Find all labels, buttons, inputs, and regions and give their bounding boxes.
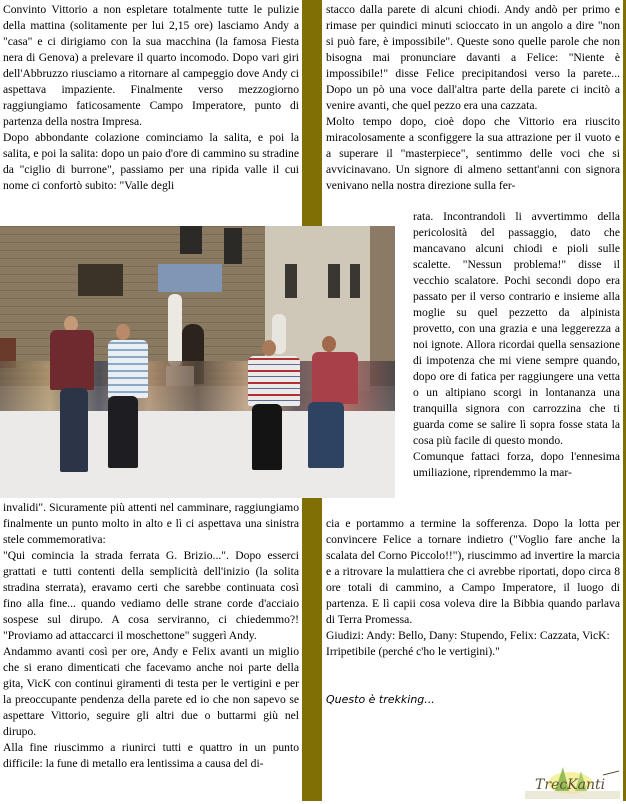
window (285, 264, 297, 298)
person-striped-sweater-red (248, 356, 300, 406)
person-jeans (60, 388, 88, 472)
plaque (78, 264, 123, 296)
paragraph: "Qui comincia la strada ferrata G. Brizio...". Dopo esserci grattati e tutti contenti della semplicità dell'inizio (la solita stradina sterrata), eravamo certi che sarebbe continuata così fino alla fine... quando vediamo delle strane corde d'acciaio sospese sul dirupo. A cosa serviranno, ci chiedemmo?! "Proviamo ad attaccarci il moschettone" suggerì Andy. (3, 549, 299, 642)
crest (158, 264, 222, 292)
person-jeans (308, 402, 344, 468)
paragraph: stacco dalla parete di alcuni chiodi. Andy andò per primo e rimase per quindici minuti scioccato in un angolo a dire "non si può fare, è impossibile". Queste sono quelle parole che non bisogna mai pronunciare davanti a Felice: "Niente è impossibile!" disse Felice precipitandosi verso la parete... Dopo un pò una voce dall'altra parte della parete ci incitò a venire avanti, che quel pezzo era una cazzata. (326, 3, 620, 112)
person-black-pants (252, 404, 282, 470)
paragraph: Alla fine riuscimmo a riunirci tutti e quattro in un punto difficile: la fune di metallo era lentissima a causa del di- (3, 741, 299, 770)
paragraph: Dopo abbondante colazione cominciamo la salita, e poi la salita, e poi la salita: dopo un paio d'ore di cammino su stradine da "ciglio di burrone", passiamo per una ripida valle il cui nome ci confortò subito: "Valle degli (3, 131, 299, 192)
group-photo (0, 226, 395, 498)
paragraph: cia e portammo a termine la sofferenza. Dopo la lotta per convincere Felice a tornare indietro ("Voglio fare anche la scalata del Corno Piccolo!!"), riuscimmo ad invertire la marcia e a ritrovare la mulattiera che ci avrebbe riportati, dopo circa 8 ore totali di cammino, a Campo Imperatore, il luogo di partenza. E lì capii cosa voleva dire la Bibbia quando parlava di Terra Promessa. (326, 517, 620, 626)
right-column-top (326, 2, 620, 194)
paragraph: Molto tempo dopo, cioè dopo che Vittorio era riuscito miracolosamente a sconfiggere la sua attrazione per il vuoto e a superare il "masterpiece", sentimmo delle voci che si avvicinavano. Un signore di almeno settant'anni con signora venivano nella nostra direzione sulla fer- (326, 115, 620, 192)
person-head (116, 324, 130, 340)
person-head (262, 340, 276, 356)
person-head (322, 336, 336, 352)
treckanti-logo (525, 757, 620, 799)
paragraph: Comunque fattaci forza, dopo l'ennesima umiliazione, riprendemmo la mar- (413, 450, 620, 479)
window (350, 264, 360, 298)
left-column-top (3, 2, 299, 194)
window (224, 228, 242, 264)
right-column-wrap (413, 209, 620, 481)
right-column-bottom (326, 516, 620, 708)
person-maroon-shirt (50, 330, 94, 390)
paragraph: invalidi". Sicuramente più attenti nel camminare, raggiungiamo finalmente un punto molto in alto e lì ci aspettava una sinistra stele commemorativa: (3, 501, 299, 546)
spacer (326, 660, 620, 692)
paragraph: Convinto Vittorio a non espletare totalmente tutte le pulizie della mattina (solitamente per lui 2,15 ore) lasciamo Andy a "casa" e ci dirigiamo con la sua macchina (la famosa Fiesta nera di Genova) a prelevare il quarto incomodo. Dopo vari giri dell'Abbruzzo riusciamo a ritornare al campeggio dove Andy ci aspettava impaziente. Finalmente verso mezzogiorno raggiungiamo faticosamente Campo Imperatore, punto di partenza della nostra Impresa. (3, 3, 299, 128)
logo-icon (525, 757, 620, 799)
closing-note: Questo è trekking... (326, 693, 435, 706)
paragraph: Andammo avanti così per ore, Andy e Felix avanti un miglio che si erano dimenticati che facevamo anche noi parte della gita, VicK con continui giramenti di testa per le vertigini e per la preoccupante pendenza della parete ed io che non sapevo se aspettare Vittorio, seguire gli altri due o buttarmi giù nel dirupo. (3, 645, 299, 738)
svg-text:TrecKanti: TrecKanti (535, 777, 606, 793)
person-dark-pants (108, 396, 138, 468)
paragraph: rata. Incontrandoli li avvertimmo della pericolosità del passaggio, dato che mancavano alcuni chiodi e pioli sulle scalette. "Nessun problema!" disse il vecchio scalatore. Pochi secondi dopo era passato per il verso contrario e insieme alla moglie su quel pezzetto da alpinista provetto, con una grazia e una leggerezza a noi ignote. Allora ricordai quella sensazione di impotenza che mi viene sempre quando, dopo ore di fatica per raggiungere una vetta o un altipiano scorgi in lontananza una tranquilla signora con carrozzina che ti guarda come se salire lì sopra fosse stata la cosa più facile di questo mondo. (413, 210, 620, 447)
person-red-shirt (312, 352, 358, 404)
person-striped-sweater (108, 340, 148, 398)
left-column-bottom (3, 500, 299, 772)
window (180, 226, 202, 254)
verdicts: Giudizi: Andy: Bello, Dany: Stupendo, Felix: Cazzata, VicK: Irripetibile (perché c'ho le vertigini)." (326, 629, 610, 658)
david-statue (168, 294, 182, 366)
window (328, 264, 340, 298)
